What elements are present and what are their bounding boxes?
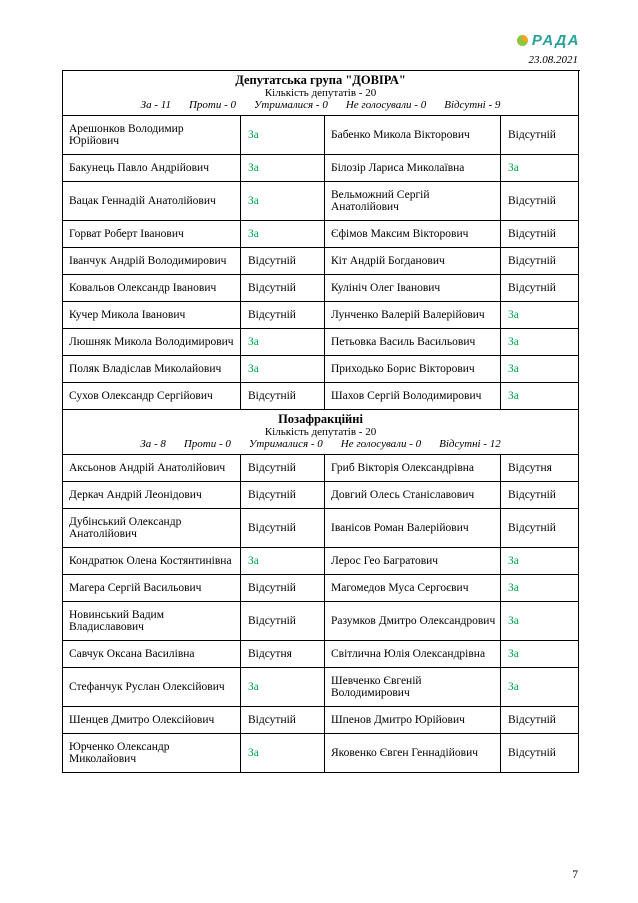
vote-cell: За <box>501 668 579 707</box>
deputy-name-cell: Шахов Сергій Володимирович <box>325 383 501 410</box>
stat-item: Не голосували - 0 <box>345 99 427 111</box>
document-date-underline <box>518 50 580 71</box>
group-header-row <box>63 410 579 455</box>
deputy-name-cell: Поляк Владіслав Миколайович <box>63 356 241 383</box>
table-row <box>63 548 579 575</box>
deputy-name-cell: Горват Роберт Іванович <box>63 221 241 248</box>
table-row <box>63 602 579 641</box>
vote-table-body <box>63 71 579 773</box>
deputy-name-cell: Деркач Андрій Леонідович <box>63 482 241 509</box>
deputy-name-cell: Арешонков Володимир Юрійович <box>63 116 241 155</box>
table-row <box>63 482 579 509</box>
deputy-name-cell: Аксьонов Андрій Анатолійович <box>63 455 241 482</box>
deputy-name-cell: Стефанчук Руслан Олексійович <box>63 668 241 707</box>
deputy-name-cell: Юрченко Олександр Миколайович <box>63 734 241 773</box>
vote-cell: За <box>241 668 325 707</box>
table-row <box>63 329 579 356</box>
table-row <box>63 734 579 773</box>
vote-cell: За <box>241 356 325 383</box>
deputy-name-cell: Ковальов Олександр Іванович <box>63 275 241 302</box>
vote-cell: Відсутній <box>501 509 579 548</box>
table-row <box>63 275 579 302</box>
deputy-name-cell: Лерос Гео Багратович <box>325 548 501 575</box>
vote-cell: За <box>501 383 579 410</box>
vote-cell: Відсутній <box>501 116 579 155</box>
vote-cell: За <box>501 155 579 182</box>
vote-cell: За <box>501 641 579 668</box>
vote-cell: Відсутній <box>501 734 579 773</box>
vote-cell: Відсутній <box>501 482 579 509</box>
vote-cell: Відсутня <box>501 455 579 482</box>
deputy-name-cell: Кондратюк Олена Костянтинівна <box>63 548 241 575</box>
rada-logo-icon <box>517 35 528 46</box>
deputy-name-cell: Дубінський Олександр Анатолійович <box>63 509 241 548</box>
table-row <box>63 707 579 734</box>
vote-cell: Відсутній <box>241 509 325 548</box>
vote-cell: Відсутній <box>241 482 325 509</box>
vote-cell: За <box>241 221 325 248</box>
deputy-name-cell: Довгий Олесь Станіславович <box>325 482 501 509</box>
vote-cell: Відсутній <box>241 275 325 302</box>
stat-item: Проти - 0 <box>183 438 231 450</box>
deputy-name-cell: Магера Сергій Васильович <box>63 575 241 602</box>
stat-item: За - 8 <box>140 438 166 450</box>
vote-cell: За <box>501 302 579 329</box>
vote-cell: За <box>241 548 325 575</box>
vote-cell: Відсутній <box>241 602 325 641</box>
deputy-name-cell: Іванчук Андрій Володимирович <box>63 248 241 275</box>
vote-cell: Відсутній <box>241 383 325 410</box>
table-row <box>63 221 579 248</box>
deputy-name-cell: Кулініч Олег Іванович <box>325 275 501 302</box>
rada-logo-text: РАДА <box>531 32 580 49</box>
stat-item: Утрималися - 0 <box>248 438 323 450</box>
deputy-name-cell: Іванісов Роман Валерійович <box>325 509 501 548</box>
group-header-row <box>63 71 579 116</box>
deputy-name-cell: Бабенко Микола Вікторович <box>325 116 501 155</box>
vote-cell: За <box>501 575 579 602</box>
vote-cell: За <box>241 155 325 182</box>
page-number: 7 <box>572 869 578 881</box>
stat-item: Утрималися - 0 <box>254 99 328 111</box>
table-row <box>63 641 579 668</box>
deputy-name-cell: Кучер Микола Іванович <box>63 302 241 329</box>
deputy-name-cell: Разумков Дмитро Олександрович <box>325 602 501 641</box>
vote-cell: Відсутній <box>501 221 579 248</box>
deputy-name-cell: Шенцев Дмитро Олексійович <box>63 707 241 734</box>
vote-cell: Відсутній <box>501 248 579 275</box>
table-row <box>63 302 579 329</box>
table-row <box>63 575 579 602</box>
vote-cell: Відсутній <box>241 302 325 329</box>
vote-cell: За <box>501 548 579 575</box>
deputy-name-cell: Петьовка Василь Васильович <box>325 329 501 356</box>
deputy-name-cell: Кіт Андрій Богданович <box>325 248 501 275</box>
stat-item: За - 11 <box>140 99 171 111</box>
deputy-name-cell: Люшняк Микола Володимирович <box>63 329 241 356</box>
table-row <box>63 509 579 548</box>
deputy-name-cell: Вацак Геннадій Анатолійович <box>63 182 241 221</box>
table-row <box>63 116 579 155</box>
group-vote-stats <box>67 438 574 451</box>
group-title: Позафракційні <box>278 412 363 426</box>
deputy-name-cell: Лунченко Валерій Валерійович <box>325 302 501 329</box>
deputy-name-cell: Яковенко Євген Геннадійович <box>325 734 501 773</box>
stat-item: Відсутні - 12 <box>439 438 501 450</box>
vote-cell: Відсутній <box>501 182 579 221</box>
vote-cell: За <box>241 734 325 773</box>
stat-item: Не голосували - 0 <box>340 438 422 450</box>
deputy-name-cell: Новинський Вадим Владиславович <box>63 602 241 641</box>
vote-cell: За <box>241 329 325 356</box>
group-header-cell <box>63 410 579 455</box>
vote-cell: За <box>241 116 325 155</box>
table-row <box>63 182 579 221</box>
vote-results-table <box>62 70 579 773</box>
table-row <box>63 356 579 383</box>
table-row <box>63 455 579 482</box>
deputy-name-cell: Приходько Борис Вікторович <box>325 356 501 383</box>
rada-logo <box>517 32 580 49</box>
deputy-name-cell: Сухов Олександр Сергійович <box>63 383 241 410</box>
table-row <box>63 668 579 707</box>
vote-cell: Відсутня <box>241 641 325 668</box>
deputy-name-cell: Єфімов Максим Вікторович <box>325 221 501 248</box>
deputy-name-cell: Бакунець Павло Андрійович <box>63 155 241 182</box>
vote-cell: Відсутній <box>501 275 579 302</box>
group-vote-stats <box>67 99 574 112</box>
stat-item: Відсутні - 9 <box>444 99 501 111</box>
vote-cell: За <box>501 356 579 383</box>
group-deputy-count: Кількість депутатів - 20 <box>264 426 377 438</box>
group-deputy-count: Кількість депутатів - 20 <box>264 87 377 99</box>
document-header <box>517 32 580 71</box>
group-title: Депутатська група "ДОВІРА" <box>235 73 406 87</box>
deputy-name-cell: Світлична Юлія Олександрівна <box>325 641 501 668</box>
vote-cell: Відсутній <box>241 575 325 602</box>
group-header-cell <box>63 71 579 116</box>
deputy-name-cell: Гриб Вікторія Олександрівна <box>325 455 501 482</box>
vote-cell: За <box>501 602 579 641</box>
vote-cell: Відсутній <box>501 707 579 734</box>
vote-cell: Відсутній <box>241 248 325 275</box>
table-row <box>63 383 579 410</box>
stat-item: Проти - 0 <box>188 99 237 111</box>
vote-cell: Відсутній <box>241 707 325 734</box>
vote-cell: Відсутній <box>241 455 325 482</box>
deputy-name-cell: Шпенов Дмитро Юрійович <box>325 707 501 734</box>
table-row <box>63 248 579 275</box>
deputy-name-cell: Вельможний Сергій Анатолійович <box>325 182 501 221</box>
table-row <box>63 155 579 182</box>
document-date: 23.08.2021 <box>528 54 578 66</box>
deputy-name-cell: Савчук Оксана Василівна <box>63 641 241 668</box>
vote-cell: За <box>501 329 579 356</box>
deputy-name-cell: Білозір Лариса Миколаївна <box>325 155 501 182</box>
vote-cell: За <box>241 182 325 221</box>
deputy-name-cell: Магомедов Муса Сергоєвич <box>325 575 501 602</box>
deputy-name-cell: Шевченко Євгеній Володимирович <box>325 668 501 707</box>
